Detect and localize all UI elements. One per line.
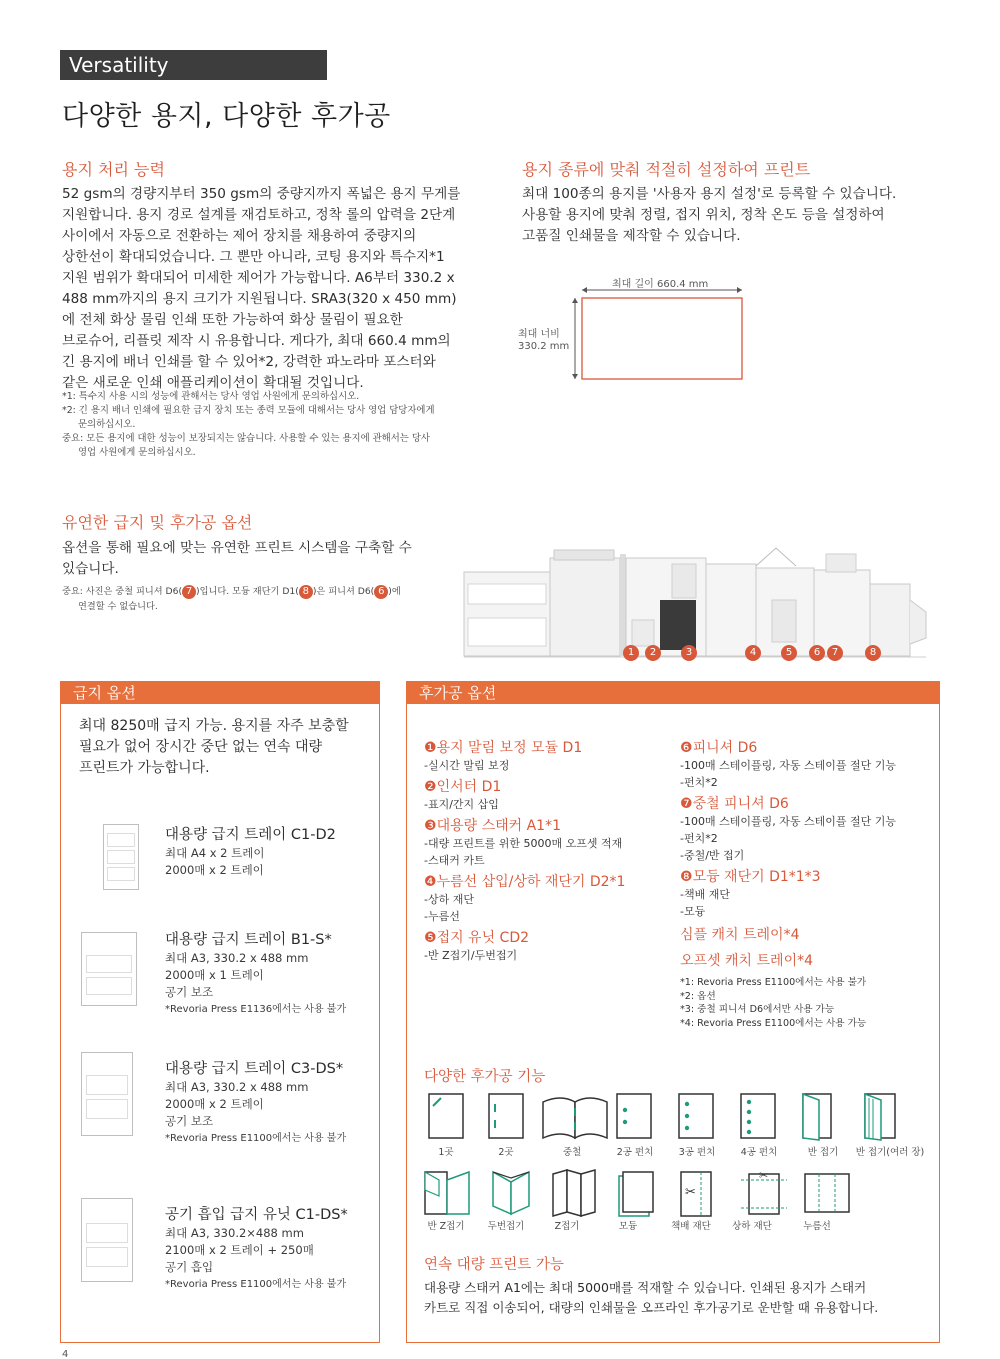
paper-size-diagram bbox=[570, 282, 750, 382]
marker-3: 3 bbox=[681, 645, 697, 661]
half-fold-icon bbox=[803, 1094, 831, 1140]
feature-label-staple-two: 2곳 bbox=[498, 1147, 514, 1158]
feed-options-header: 급지 옵션 bbox=[61, 682, 379, 704]
half-fold-multi-icon bbox=[865, 1094, 895, 1140]
z-fold-icon bbox=[553, 1170, 595, 1216]
paper-capability-notes: *1: 특수지 사용 시의 성능에 관해서는 당사 영업 사원에게 문의하십시오. *2: 긴 용지 배너 인쇄에 필요한 급지 장치 또는 종력 모듈에 대해서는 당사 영업 담당자에게 문의하십시오. 중요: 모든 용지에 대한 성능이 보장되지는 않습니다. 사용할 수 있는 용지에 관해서는 당사 영업 사원에게 문의하십시오. bbox=[62, 391, 435, 458]
tray-c1-ds-image bbox=[81, 1198, 133, 1282]
feature-label-bleed: 모듕 bbox=[618, 1221, 638, 1232]
feature-label-punch-2: 2공 펀치 bbox=[616, 1147, 654, 1158]
section-badge: Versatility bbox=[60, 50, 327, 80]
marker-5: 5 bbox=[781, 645, 797, 661]
flexible-options-note: 중요: 사진은 중철 피니셔 D6( 7 )입니다. 모듕 재단기 D1( 8 )은 피니셔 D6( 6 )에 연결할 수 없습니다. bbox=[62, 586, 401, 612]
feature-label-half-z: 반 Z접기 bbox=[427, 1221, 465, 1232]
marker-8: 8 bbox=[865, 645, 881, 661]
flexible-options-body: 옵션을 통해 필요에 맞는 유연한 프린트 시스템을 구축할 수 있습니다. bbox=[62, 540, 412, 577]
feature-label-saddle: 중철 bbox=[562, 1147, 582, 1158]
max-width-label: 최대 너비 330.2 mm bbox=[518, 329, 570, 352]
punch-two-hole-icon bbox=[617, 1094, 651, 1138]
finishing-options-box bbox=[406, 681, 940, 1343]
saddle-stitch-icon bbox=[543, 1098, 607, 1138]
stacker-body: 대용량 스태커 A1에는 최대 5000매를 적재할 수 있습니다. 인쇄된 용지가 스태커 카트로 직접 이송되어, 대량의 인쇄물을 오프라인 후가공기로 운반할 때 유용합니다. bbox=[424, 1280, 879, 1315]
finishing-options-header: 후가공 옵션 bbox=[407, 682, 939, 704]
fore-edge-trim-icon bbox=[681, 1172, 711, 1216]
feature-label-top-bottom: 상하 재단 bbox=[732, 1221, 772, 1232]
feature-label-fore-edge: 책배 재단 bbox=[671, 1221, 711, 1232]
feature-label-half-fold: 반 접기 bbox=[807, 1147, 839, 1158]
page-title: 다양한 용지, 다양한 후가공 bbox=[62, 101, 391, 132]
staple-one-icon bbox=[429, 1094, 463, 1138]
tray-c3-ds-image bbox=[81, 1052, 133, 1136]
top-bottom-trim-icon bbox=[741, 1169, 787, 1214]
feed-item-1: 대용량 급지 트레이 C1-D2 최대 A4 x 2 트레이 2000매 x 2 트레이 bbox=[165, 827, 336, 877]
svg-text:✂: ✂ bbox=[685, 1185, 696, 1200]
paper-capability-heading: 용지 처리 능력 bbox=[62, 160, 165, 179]
finishing-left-column: ❶용지 말림 보정 모듈 D1 -실시간 말림 보정 ❷인서터 D1 -표지/간지 삽입 ❸대용량 스태커 A1*1 -대량 프린트를 위한 5000매 오프셋 적재 -스태커 카트 ❹누름선 삽입/상하 재단기 D2*1 -상하 재단 -누름선 ❺접지 유닛 CD2 -반 Z접기/두번접기 bbox=[424, 740, 626, 962]
tray-c1-d2-image bbox=[103, 824, 139, 890]
double-fold-icon bbox=[493, 1172, 529, 1214]
marker-7: 7 bbox=[827, 645, 843, 661]
punch-four-hole-icon bbox=[741, 1094, 775, 1138]
feature-label-punch-4: 4공 펀치 bbox=[740, 1147, 778, 1158]
marker-6: 6 bbox=[809, 645, 825, 661]
press-system-image bbox=[460, 540, 930, 665]
crease-icon bbox=[805, 1174, 849, 1212]
features-heading: 다양한 후가공 기능 bbox=[424, 1069, 546, 1085]
features-row1-icons bbox=[419, 1090, 929, 1142]
feature-label-z-fold: Z접기 bbox=[554, 1221, 580, 1232]
feed-item-4: 공기 흡입 급지 유닛 C1-DS* 최대 A3, 330.2×488 mm 2100매 x 2 트레이 + 250매 공기 흡입 *Revoria Press E1100에서는 사용 불가 bbox=[165, 1207, 348, 1290]
marker-1: 1 bbox=[623, 645, 639, 661]
tray-b1-s-image bbox=[81, 932, 137, 1006]
punch-three-hole-icon bbox=[679, 1094, 713, 1138]
svg-text:✂: ✂ bbox=[759, 1169, 769, 1182]
feature-label-half-fold-multi: 반 접기(여러 장) bbox=[855, 1147, 925, 1158]
finishing-right-column: ❻피니셔 D6 -100매 스테이플링, 자동 스테이플 절단 기능 -펀치*2 ❼중철 피니셔 D6 -100매 스테이플링, 자동 스테이플 절단 기능 -펀치*2 -중철/반 접기 ❽모듕 재단기 D1*1*3 -책배 재단 -모듕 심플 캐치 트레이*4 오프셋 캐치 트레이*4 *1: Revoria Press E1100에서는 사용 불가 *2: 옵션 *3: 중철 피니셔 D6에서만 사용 가능 *4: Revoria Press E1100에서는 사용 가능 bbox=[680, 740, 896, 1029]
feature-label-punch-3: 3공 펀치 bbox=[678, 1147, 716, 1158]
features-row2-icons bbox=[419, 1166, 859, 1218]
paper-setting-heading: 용지 종류에 맞춰 적절히 설정하여 프린트 bbox=[522, 160, 811, 179]
flexible-options-heading: 유연한 급지 및 후가공 옵션 bbox=[62, 513, 253, 532]
max-length-label: 최대 길이 660.4 mm bbox=[612, 279, 709, 290]
paper-capability-body: 52 gsm의 경량지부터 350 gsm의 중량지까지 폭넓은 용지 무게를 지원합니다. 용지 경로 설계를 재검토하고, 정착 롤의 압력을 2단계 사이에서 자동으로 전환하는 제어 장치를 채용하여 중량지의 상한선이 확대되었습니다. 그 뿐만 아니라, 코팅 용지와 특수지*1 지원 범위가 확대되어 미세한 제어가 가능합니다. A6부터 330.2 x 488 mm까지의 용지 크기가 지원됩니다. SRA3(320 x 450 mm) 에 전체 화상 물림 인쇄 또한 가능하여 화상 물림이 필요한 브로슈어, 리플릿 제작 시 유용합니다. 게다가, 최대 660.4 mm의 긴 용지에 배너 인쇄를 할 수 있어*2, 강력한 파노라마 포스터와 같은 새로운 인쇄 애플리케이션이 확대될 것입니다. bbox=[62, 186, 461, 391]
feed-options-intro: 최대 8250매 급지 가능. 용지를 자주 보충할 필요가 없어 장시간 중단 없는 연속 대량 프린트가 가능합니다. bbox=[79, 718, 349, 776]
half-z-fold-icon bbox=[425, 1172, 469, 1214]
paper-setting-body: 최대 100종의 용지를 '사용자 용지 설정'로 등록할 수 있습니다. 사용할 용지에 맞춰 정렬, 접지 위치, 정착 온도 등을 설정하여 고품질 인쇄물을 제작할 수 있습니다. bbox=[522, 186, 897, 244]
feature-label-crease: 누름선 bbox=[803, 1221, 831, 1232]
bleed-trim-icon bbox=[619, 1172, 653, 1216]
marker-2: 2 bbox=[645, 645, 661, 661]
feature-label-double-fold: 두번접기 bbox=[487, 1221, 525, 1232]
feature-label-staple-one: 1곳 bbox=[438, 1147, 454, 1158]
page-number: 4 bbox=[62, 1349, 69, 1359]
staple-two-icon bbox=[489, 1094, 523, 1138]
feed-options-box bbox=[60, 681, 380, 1343]
marker-4: 4 bbox=[745, 645, 761, 661]
stacker-heading: 연속 대량 프린트 가능 bbox=[424, 1257, 564, 1273]
feed-item-2: 대용량 급지 트레이 B1-S* 최대 A3, 330.2 x 488 mm 2000매 x 1 트레이 공기 보조 *Revoria Press E1136에서는 사용 불가 bbox=[165, 932, 347, 1015]
feed-item-3: 대용량 급지 트레이 C3-DS* 최대 A3, 330.2 x 488 mm 2000매 x 2 트레이 공기 보조 *Revoria Press E1100에서는 사용 불가 bbox=[165, 1061, 347, 1144]
